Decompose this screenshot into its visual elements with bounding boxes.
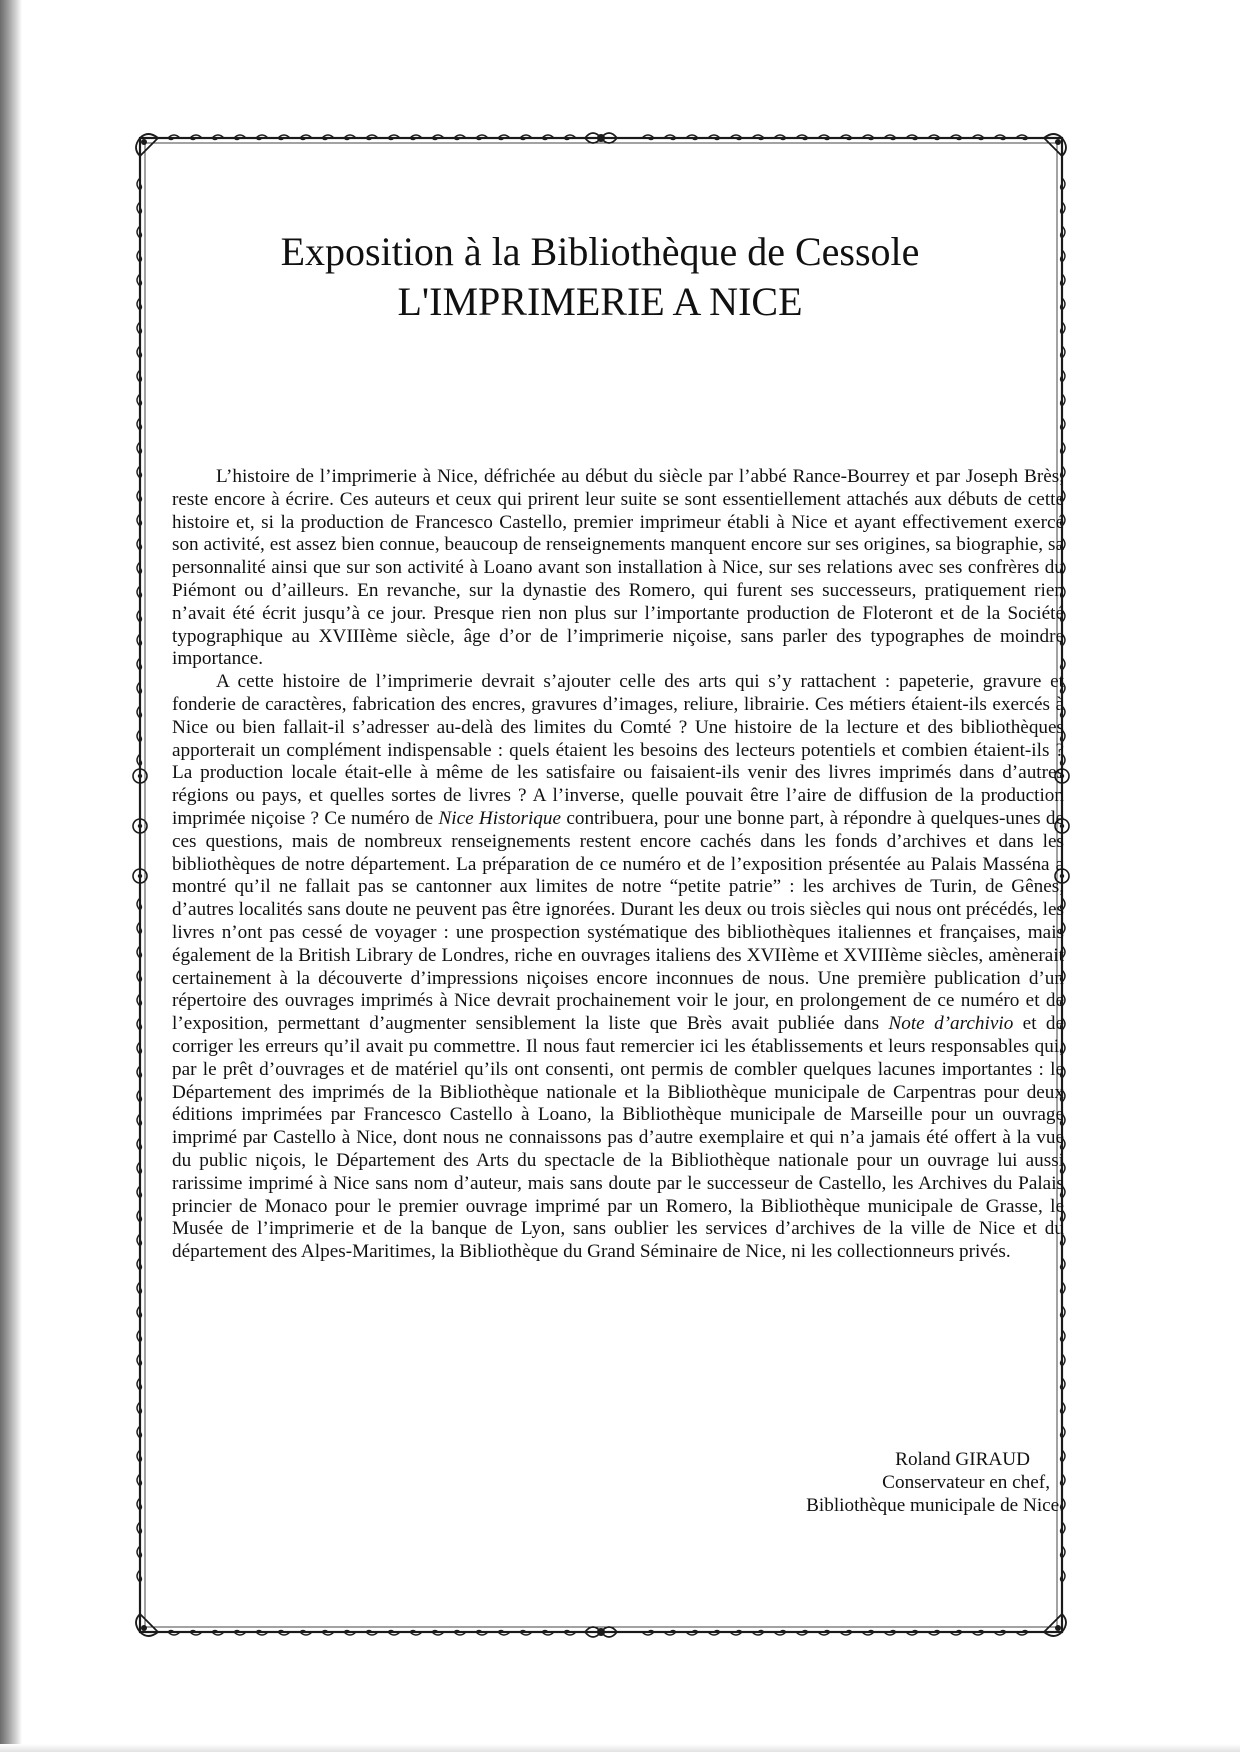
corner-ornament-icon	[1055, 139, 1061, 145]
signature-block	[640, 1448, 1064, 1517]
page-bottom-edge	[0, 1744, 1240, 1752]
page-title	[160, 228, 1040, 328]
book-spine-shadow	[0, 0, 22, 1752]
journal-title-nice-historique: Nice Historique	[438, 807, 562, 829]
paragraph-2	[172, 671, 1064, 1264]
side-ornament-icon	[138, 874, 142, 878]
side-ornament-icon	[138, 774, 142, 778]
corner-ornament-icon	[141, 1625, 147, 1631]
paragraph-1: L’histoire de l’imprimerie à Nice, défrichée au début du siècle par l’abbé Rance-Bourrey et par Joseph Brès, reste encore à écrire. Ces auteurs et ceux qui prirent leur suite se sont essentiellement attachés aux débuts de cette histoire et, si la production de Francesco Castello, premier imprimeur établi à Nice et ayant effectivement exercé son activité, est assez bien connue, beaucoup de renseignements manquent encore sur ses origines, sa biographie, sa personnalité ainsi que sur son activité à Loano avant son installation à Nice, sur ses relations avec ses confrères du Piémont ou d’ailleurs. En revanche, sur la dynastie des Romero, qui furent ses successeurs, pratiquement rien n’avait été écrit jusqu’à ce jour. Presque rien non plus sur l’importante production de Floteront et de la Société typographique au XVIIIème siècle, âge d’or de l’imprimerie niçoise, sans parler des typographes de moindre importance.	[172, 466, 1064, 670]
paragraph-2-text-a: A cette histoire de l’imprimerie devrait s’ajouter celle des arts qui s’y rattachent : papeterie, gravure et fonderie de caractères, fabrication des encres, gravures d’images, reliure, librairie. Ces métiers étaient-ils exercés à Nice ou bien fallait-il s’adresser au-delà des limites du Comté ? Une histoire de la lecture et des bibliothèques apporterait un complément indispensable : quels étaient les besoins des lecteurs potentiels et combien étaient-ils ? La production locale était-elle à même de les satisfaire ou faisaient-ils venir des livres imprimés dans d’autres régions ou pays, et quelles sortes de livres ? A l’inverse, quelle pouvait être l’aire de diffusion de la production imprimée niçoise ? Ce numéro de	[172, 671, 1064, 829]
article-body	[172, 466, 1064, 1264]
side-ornament-icon	[138, 824, 142, 828]
paragraph-2-text-c: et de corriger les erreurs qu’il avait pu commettre. Il nous faut remercier ici les établissements et leurs responsables qui, par le prêt d’ouvrages et de matériel qu’ils ont consenti, ont permis de combler quelques lacunes importantes : le Département des imprimés de la Bibliothèque nationale et la Bibliothèque municipale de Carpentras pour deux éditions imprimées par Francesco Castello à Loano, la Bibliothèque municipale de Marseille pour un ouvrage imprimé par Castello à Nice, dont nous ne connaissons pas d’autre exemplaire et qui n’a jamais été offert à la vue du public niçois, le Département des Arts du spectacle de la Bibliothèque nationale pour un ouvrage lui aussi rarissime imprimé à Nice sans nom d’auteur, mais sans doute par le successeur de Castello, les Archives du Palais princier de Monaco pour le premier ouvrage imprimé par un Romero, la Bibliothèque municipale de Grasse, le Musée de l’imprimerie et de la banque de Lyon, sans oublier les services d’archives de la ville de Nice et du département des Alpes-Maritimes, la Bibliothèque du Grand Séminaire de Nice, ni les collectionneurs privés.	[172, 1013, 1065, 1263]
title-line-exposition: Exposition à la Bibliothèque de Cessole	[280, 229, 920, 274]
signature-name: Roland GIRAUD	[895, 1449, 1030, 1470]
corner-ornament-icon	[1055, 1625, 1061, 1631]
signature-role: Conservateur en chef,	[882, 1472, 1050, 1493]
corner-ornament-icon	[141, 139, 147, 145]
paragraph-2-text-b: contribuera, pour une bonne part, à répondre à quelques-unes de ces questions, mais de nombreux renseignements restent encore cachés dans les fonds d’archives et dans les bibliothèques de notre département. La préparation de ce numéro et de l’exposition présentée au Palais Masséna a montré qu’il ne fallait pas se cantonner aux limites de notre “petite patrie” : les archives de Turin, de Gênes, d’autres localités sans doute ne peuvent pas être ignorées. Durant les deux ou trois siècles qui nous ont précédés, les livres n’ont pas cessé de voyager : une prospection systématique des bibliothèques italiennes et françaises, mais également de la British Library de Londres, riche en ouvrages italiens des XVIIème et XVIIIème siècles, amènerait certainement à la découverte d’impressions niçoises encore inconnues de nous. Une première publication d’un répertoire des ouvrages imprimés à Nice devrait prochainement voir le jour, en prolongement de ce numéro et de l’exposition, permettant d’augmenter sensiblement la liste que Brès avait publiée dans	[172, 807, 1064, 1035]
title-line-imprimerie: L'IMPRIMERIE A NICE	[397, 279, 803, 324]
signature-institution: Bibliothèque municipale de Nice.	[806, 1495, 1064, 1516]
journal-title-note-archivio: Note d’archivio	[888, 1013, 1014, 1035]
